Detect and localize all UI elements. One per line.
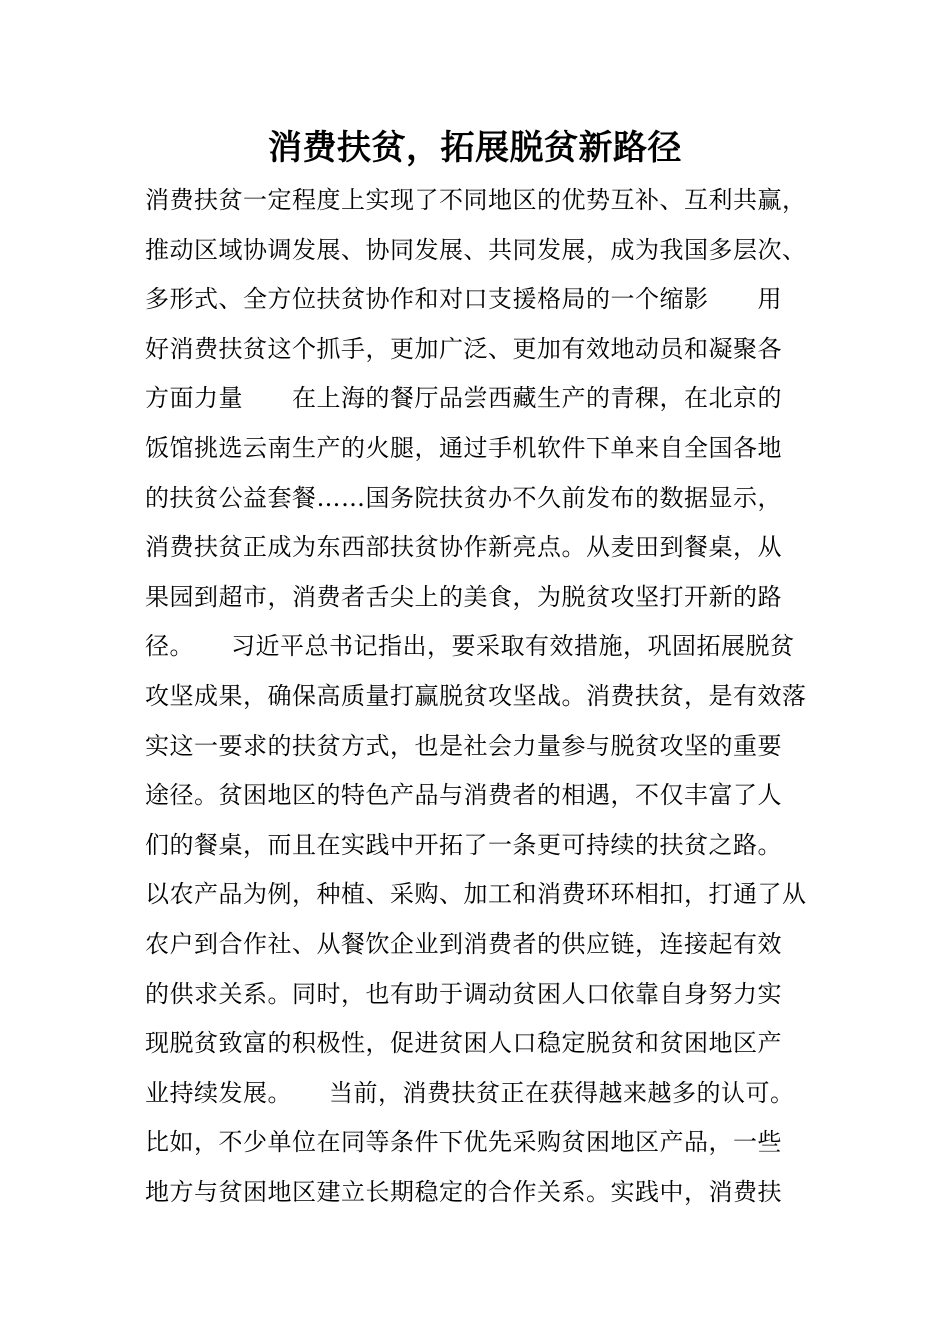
- text-line: 们的餐桌，而且在实践中开拓了一条更可持续的扶贫之路。: [145, 830, 782, 859]
- text-line: 推动区域协调发展、协同发展、共同发展，成为我国多层次、: [145, 235, 807, 264]
- text-line: 比如，不少单位在同等条件下优先采购贫困地区产品，一些: [145, 1128, 782, 1157]
- text-line: 饭馆挑选云南生产的火腿，通过手机软件下单来自全国各地: [145, 433, 782, 462]
- document-title: 消费扶贫，拓展脱贫新路径: [268, 128, 682, 168]
- text-line: 的扶贫公益套餐……国务院扶贫办不久前发布的数据显示，: [145, 483, 782, 512]
- text-line: 地方与贫困地区建立长期稳定的合作关系。实践中，消费扶: [145, 1177, 782, 1206]
- text-line: 好消费扶贫这个抓手，更加广泛、更加有效地动员和凝聚各: [145, 334, 782, 363]
- document-body: [145, 176, 825, 1217]
- text-line: 农户到合作社、从餐饮企业到消费者的供应链，连接起有效: [145, 929, 782, 958]
- text-line: 方面力量 在上海的餐厅品尝西藏生产的青稞，在北京的: [145, 384, 782, 413]
- text-line: 径。 习近平总书记指出，要采取有效措施，巩固拓展脱贫: [145, 632, 795, 661]
- text-line: 消费扶贫正成为东西部扶贫协作新亮点。从麦田到餐桌，从: [145, 533, 782, 562]
- text-line: 途径。贫困地区的特色产品与消费者的相遇，不仅丰富了人: [145, 781, 782, 810]
- text-line: 实这一要求的扶贫方式，也是社会力量参与脱贫攻坚的重要: [145, 731, 782, 760]
- text-line: 的供求关系。同时，也有助于调动贫困人口依靠自身努力实: [145, 979, 782, 1008]
- text-line: 果园到超市，消费者舌尖上的美食，为脱贫攻坚打开新的路: [145, 582, 782, 611]
- text-line: 以农产品为例，种植、采购、加工和消费环环相扣，打通了从: [145, 880, 807, 909]
- text-line: 攻坚成果，确保高质量打赢脱贫攻坚战。消费扶贫，是有效落: [145, 681, 807, 710]
- text-line: 现脱贫致富的积极性，促进贫困人口稳定脱贫和贫困地区产: [145, 1029, 782, 1058]
- text-line: 业持续发展。 当前，消费扶贫正在获得越来越多的认可。: [145, 1078, 795, 1107]
- text-line: 多形式、全方位扶贫协作和对口支援格局的一个缩影 用: [145, 285, 782, 314]
- text-line: 消费扶贫一定程度上实现了不同地区的优势互补、互利共赢，: [145, 186, 807, 214]
